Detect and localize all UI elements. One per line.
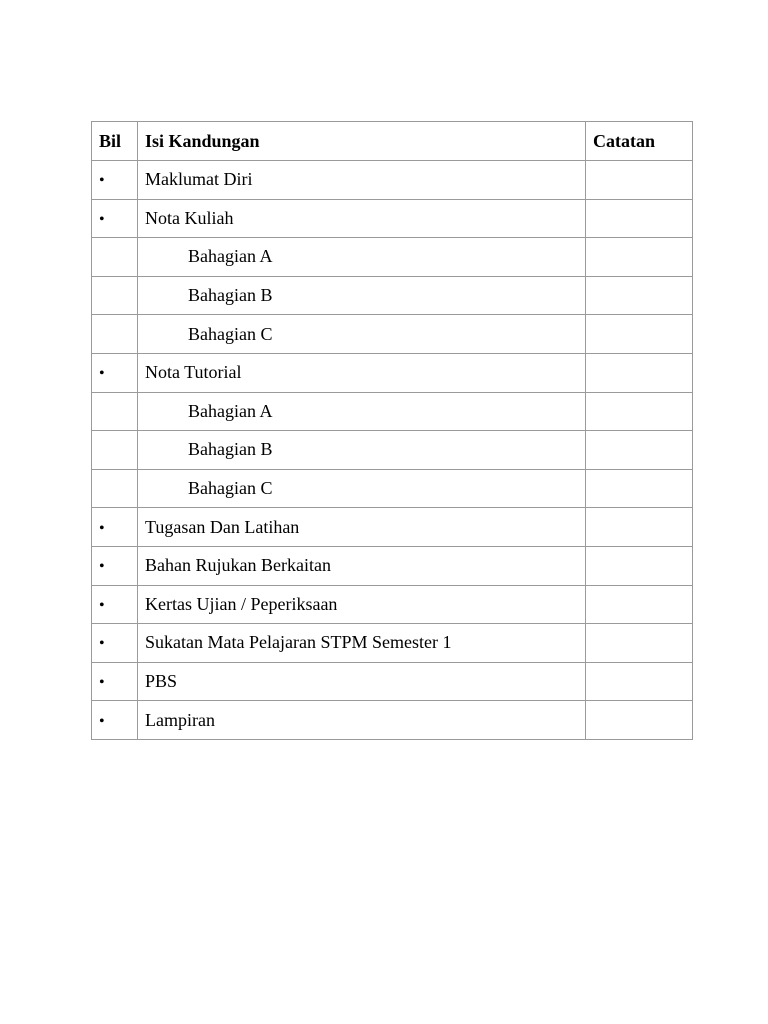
sub-item-cell [138,431,586,470]
header-catatan: Catatan [586,122,693,161]
item-text: Sukatan Mata Pelajaran STPM Semester 1 [145,632,452,653]
header-isi-kandungan: Isi Kandungan [138,122,586,161]
bil-cell [92,353,138,392]
table-row [92,546,693,585]
bil-cell [92,624,138,663]
catatan-cell [586,199,693,238]
item-text: Kertas Ujian / Peperiksaan [145,593,338,614]
bil-cell [92,161,138,200]
catatan-cell [586,276,693,315]
table-row [92,315,693,354]
table-row [92,392,693,431]
bullet-icon: • [99,712,105,730]
table-row [92,508,693,547]
table-row [92,662,693,701]
item-cell [138,199,586,238]
bullet-icon: • [99,365,105,383]
item-cell [138,508,586,547]
table-row [92,469,693,508]
sub-item-cell [138,276,586,315]
item-text: Bahan Rujukan Berkaitan [145,555,331,576]
bil-cell [92,508,138,547]
bullet-icon: • [99,519,105,537]
header-bil: Bil [92,122,138,161]
catatan-cell [586,585,693,624]
table-row [92,238,693,277]
item-cell [138,701,586,740]
bil-cell [92,662,138,701]
item-text: Maklumat Diri [145,169,253,190]
item-cell [138,353,586,392]
bullet-icon: • [99,210,105,228]
bullet-icon: • [99,674,105,692]
item-text: PBS [145,671,178,692]
table-row [92,161,693,200]
catatan-cell [586,701,693,740]
bil-cell [92,238,138,277]
catatan-cell [586,662,693,701]
sub-item-cell [138,392,586,431]
bil-cell [92,276,138,315]
table-row [92,585,693,624]
catatan-cell [586,315,693,354]
item-text: Bahagian C [188,323,273,344]
catatan-cell [586,353,693,392]
item-cell [138,624,586,663]
item-cell [138,662,586,701]
catatan-cell [586,238,693,277]
bil-cell [92,546,138,585]
bullet-icon: • [99,558,105,576]
catatan-cell [586,508,693,547]
item-text: Tugasan Dan Latihan [145,516,300,537]
table-row [92,199,693,238]
sub-item-cell [138,469,586,508]
bil-cell [92,585,138,624]
sub-item-cell [138,315,586,354]
bil-cell [92,392,138,431]
sub-item-cell [138,238,586,277]
bil-cell [92,431,138,470]
bullet-icon: • [99,172,105,190]
bullet-icon: • [99,596,105,614]
table-body [92,161,693,740]
bil-cell [92,315,138,354]
item-text: Bahagian B [188,285,273,306]
item-text: Nota Tutorial [145,362,242,383]
item-cell [138,585,586,624]
table-header-row [92,122,693,161]
item-text: Bahagian A [188,246,273,267]
item-text: Nota Kuliah [145,207,234,228]
catatan-cell [586,161,693,200]
item-cell [138,161,586,200]
catatan-cell [586,431,693,470]
catatan-cell [586,392,693,431]
item-text: Lampiran [145,709,215,730]
table-row [92,701,693,740]
bil-cell [92,199,138,238]
bil-cell [92,469,138,508]
item-text: Bahagian B [188,439,273,460]
item-text: Bahagian A [188,400,273,421]
bullet-icon: • [99,635,105,653]
bil-cell [92,701,138,740]
catatan-cell [586,624,693,663]
table-row [92,624,693,663]
catatan-cell [586,469,693,508]
item-text: Bahagian C [188,478,273,499]
contents-table [91,121,693,740]
table-row [92,353,693,392]
table-row [92,431,693,470]
table-row [92,276,693,315]
catatan-cell [586,546,693,585]
item-cell [138,546,586,585]
